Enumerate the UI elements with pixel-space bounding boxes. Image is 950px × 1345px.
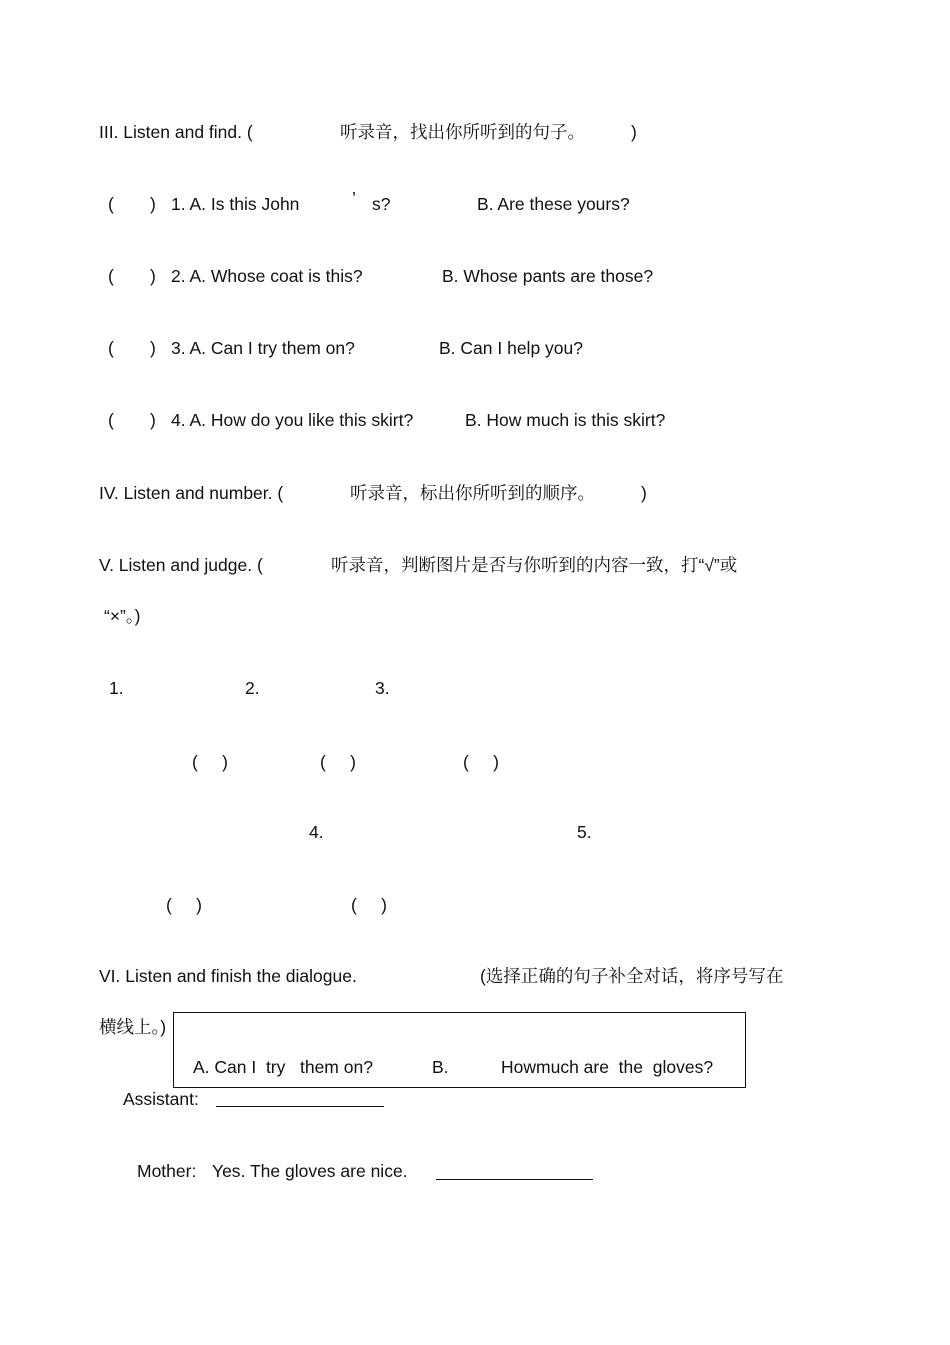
picture-number: 1.: [109, 678, 124, 698]
answer-paren-open: (: [108, 266, 114, 286]
answer-paren-open: (: [108, 194, 114, 214]
section6-instruction: (选择正确的句子补全对话，将序号写在: [480, 966, 784, 986]
section5-instruction-cont: “×”。): [104, 606, 141, 626]
option-b: B. How much is this skirt?: [465, 410, 666, 430]
section4-heading: IV. Listen and number. (: [99, 483, 284, 503]
option-a: 3. A. Can I try them on?: [171, 338, 355, 358]
section3-instruction: 听录音，找出你所听到的句子。: [340, 122, 585, 142]
answer-paren-close: ): [150, 410, 156, 430]
picture-number: 5.: [577, 822, 592, 842]
answer-blank[interactable]: [216, 1106, 384, 1107]
section3-close-paren: ): [631, 122, 637, 142]
answer-paren-open: (: [108, 338, 114, 358]
answer-blank[interactable]: [436, 1179, 593, 1180]
answer-paren-close: ): [150, 266, 156, 286]
option-a: 4. A. How do you like this skirt?: [171, 410, 414, 430]
section6-heading: VI. Listen and finish the dialogue.: [99, 966, 357, 986]
option-a-tail: s?: [372, 194, 391, 214]
answer-paren-close: ): [150, 338, 156, 358]
dialogue-text: Yes. The gloves are nice.: [212, 1161, 408, 1181]
judge-answer-paren: ( ): [351, 895, 387, 915]
option-b-label: B.: [432, 1057, 449, 1077]
section6-instruction-cont: 横线上。): [99, 1017, 167, 1037]
option-b: Howmuch are the gloves?: [501, 1057, 714, 1077]
judge-answer-paren: ( ): [320, 752, 356, 772]
option-a: A. Can I try them on?: [193, 1057, 373, 1077]
section4-instruction: 听录音，标出你所听到的顺序。: [350, 483, 595, 503]
section4-close-paren: ): [641, 483, 647, 503]
apostrophe: ’: [352, 188, 356, 208]
speaker-assistant: Assistant:: [123, 1089, 199, 1109]
judge-answer-paren: ( ): [192, 752, 228, 772]
judge-answer-paren: ( ): [166, 895, 202, 915]
option-a: 2. A. Whose coat is this?: [171, 266, 363, 286]
section5-instruction: 听录音，判断图片是否与你听到的内容一致，打“√”或: [331, 555, 738, 575]
section5-heading: V. Listen and judge. (: [99, 555, 263, 575]
speaker-mother: Mother:: [137, 1161, 197, 1181]
option-b: B. Can I help you?: [439, 338, 583, 358]
section3-heading: III. Listen and find. (: [99, 122, 253, 142]
picture-number: 2.: [245, 678, 260, 698]
option-a: 1. A. Is this John: [171, 194, 300, 214]
picture-number: 3.: [375, 678, 390, 698]
answer-paren-close: ): [150, 194, 156, 214]
picture-number: 4.: [309, 822, 324, 842]
option-b: B. Whose pants are those?: [442, 266, 654, 286]
judge-answer-paren: ( ): [463, 752, 499, 772]
option-b: B. Are these yours?: [477, 194, 630, 214]
answer-paren-open: (: [108, 410, 114, 430]
